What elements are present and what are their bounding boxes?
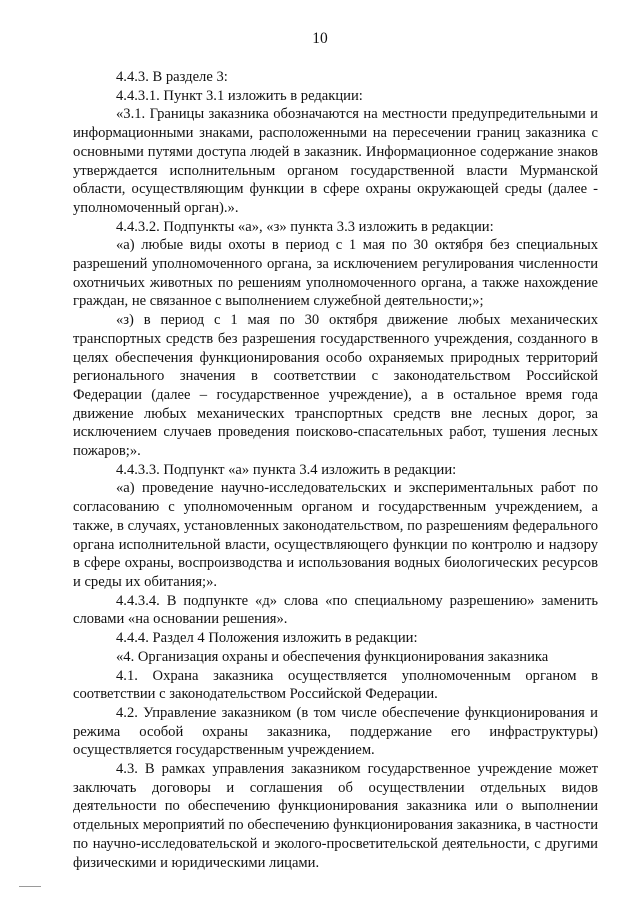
- paragraph-4-4-3-1: 4.4.3.1. Пункт 3.1 изложить в редакции:: [116, 87, 363, 104]
- paragraph-4-4-3: 4.4.3. В разделе 3:: [116, 69, 228, 85]
- document-body: [73, 68, 598, 872]
- paragraph-4-4-4: 4.4.4. Раздел 4 Положения изложить в редакции:: [116, 630, 418, 647]
- paragraph-4-3: 4.3. В рамках управления заказником государственное учреждение может заключать договоры и соглашения об осуществлении отдельных видов деятельности по обеспечению функционирования заказника или о выполнении отдельных мероприятий по обеспечению функционирования заказника, в частности по научно-исследовательской и эколого-просветительской деятельности, с другими физическими и юридическими лицами.: [73, 761, 598, 871]
- page-number: 10: [312, 30, 328, 47]
- paragraph-3-1-text: «3.1. Границы заказника обозначаются на местности предупредительными и информационными знаками, расположенными на пересечении границ заказника с основными путями доступа людей в заказник. Информационное содержание знаков утверждается исполнительным органом государственной власти Мурманской области, осуществляющим функции в сфере охраны окружающей среды (далее - уполномоченный орган).».: [73, 106, 598, 216]
- scan-edge-mark: [19, 886, 41, 887]
- paragraph-4-4-3-4: 4.4.3.4. В подпункте «д» слова «по специальному разрешению» заменить словами «на основании решения».: [73, 592, 598, 628]
- paragraph-4-4-3-2: 4.4.3.2. Подпункты «а», «з» пункта 3.3 изложить в редакции:: [116, 218, 494, 235]
- paragraph-subpoint-z: «з) в период с 1 мая по 30 октября движение любых механических транспортных средств без разрешения государственного учреждения, созданного в целях обеспечения функционирования особо охраняемых природных территорий регионального значения в соответствии с законодательством Российской Федерации (далее – государственное учреждение), а в остальное время года движение любых механических транспортных средств вне лесных дорог, за исключением случаев проведения поисково-спасательных работ, тушения лесных пожаров;».: [73, 312, 598, 460]
- paragraph-4-2: 4.2. Управление заказником (в том числе обеспечение функционирования и режима особой охраны заказника, поддержание его инфраструктуры) осуществляется государственным учреждением.: [73, 704, 598, 759]
- paragraph-4-1: 4.1. Охрана заказника осуществляется уполномоченным органом в соответствии с законодательством Российской Федерации.: [73, 667, 598, 703]
- section-4-heading: «4. Организация охраны и обеспечения функционирования заказника: [116, 648, 549, 665]
- paragraph-4-4-3-3: 4.4.3.3. Подпункт «а» пункта 3.4 изложить в редакции:: [116, 461, 457, 478]
- paragraph-subpoint-a-3-4: «а) проведение научно-исследовательских и экспериментальных работ по согласованию с уполномоченным органом и государственным учреждением, а также, в случаях, установленных законодательством, по разрешениям федерального органа исполнительной власти, осуществляющего функции по контролю и надзору в сфере охраны, воспроизводства и использования водных биологических ресурсов и среды их обитания;».: [73, 480, 598, 590]
- paragraph-subpoint-a: «а) любые виды охоты в период с 1 мая по 30 октября без специальных разрешений уполномоченного органа, за исключением регулирования численности охотничьих животных по решениям уполномоченного органа, а также нахождение граждан, не связанное с выполнением служебной деятельности;»;: [73, 237, 598, 310]
